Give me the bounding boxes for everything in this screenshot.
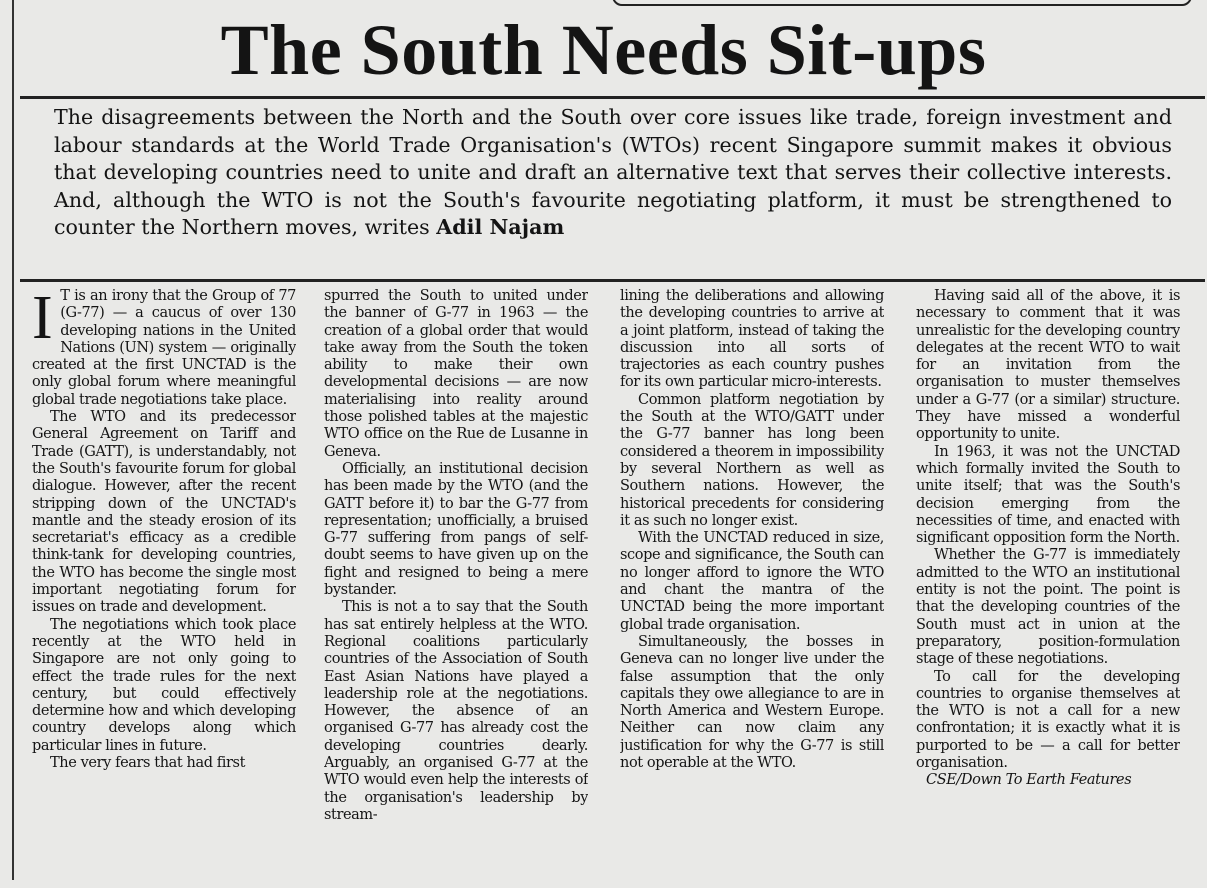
paragraph: Simultaneously, the bosses in Geneva can no longer live under the false assumption that the only capitals they owe allegiance to are in North America and Western Europe. Neither can now claim any justification for why the G-77 is still not operable at the WTO. [620, 633, 884, 772]
paragraph: spurred the South to united under the banner of G-77 in 1963 — the creation of a global order that would take away from the South the token ability to make their own developmental decisions — are now materialising into reality around those polished tables at the majestic WTO office on the Rue de Lusanne in Geneva. [324, 288, 588, 460]
article-body [32, 288, 1187, 886]
column-4 [916, 288, 1180, 886]
byline-author: Adil Najam [436, 215, 565, 240]
paragraph: In 1963, it was not the UNCTAD which formally invited the South to unite itself; that was the South's decision emerging from the necessities of time, and enacted with significant opposition form the North. [916, 443, 1180, 547]
left-column-rule [12, 0, 14, 880]
top-frame-border [612, 0, 1192, 6]
paragraph: The WTO and its predecessor General Agreement on Tariff and Trade (GATT), is understandably, not the South's favourite forum for global dialogue. However, after the recent stripping down of the UNCTAD's mantle and the steady erosion of its secretariat's efficacy as a credible think-tank for developing countries, the WTO has become the single most important negotiating forum for issues on trade and development. [32, 409, 296, 616]
source-credit: CSE/Down To Earth Features [926, 772, 1132, 789]
paragraph: The very fears that had first [50, 755, 246, 772]
column-1 [32, 288, 296, 886]
paragraph: Having said all of the above, it is necessary to comment that it was unrealistic for the developing country delegates at the recent WTO to wait for an invitation from the organisation to muster themselves under a G-77 (or a similar) structure. They have missed a wonderful opportunity to unite. [916, 288, 1180, 443]
paragraph-text: T is an irony that the Group of 77 (G-77) — a caucus of over 130 developing nations in the United Nations (UN) system — originally created at the first UNCTAD is the only global forum where meaningful global trade negotiations take place. [32, 288, 296, 408]
column-3 [620, 288, 884, 886]
paragraph: The negotiations which took place recently at the WTO held in Singapore are not only going to effect the trade rules for the next century, but could effectively determine how and which developing country develops along which particular lines in future. [32, 616, 296, 754]
paragraph: lining the deliberations and allowing the developing countries to arrive at a joint platform, instead of taking the discussion into all sorts of trajectories as each country pushes for its own particular micro-interests. [620, 288, 884, 391]
paragraph: Whether the G-77 is immediately admitted to the WTO an institutional entity is not the point. The point is that the developing countries of the South must act in union at the preparatory, position-formulation stage of these negotiations. [916, 547, 1180, 668]
paragraph: Common platform negotiation by the South at the WTO/GATT under the G-77 banner has long been considered a theorem in impossibility by several Northern as well as Southern nations. However, the historical precedents for considering it as such no longer exist. [620, 391, 884, 529]
paragraph: With the UNCTAD reduced in size, scope and significance, the South can no longer afford to ignore the WTO and chant the mantra of the UNCTAD being the more important global trade organisation. [620, 530, 884, 633]
body-rule [20, 279, 1205, 282]
paragraph [32, 288, 296, 409]
drop-cap: I [32, 288, 53, 352]
column-2 [324, 288, 588, 886]
standfirst [54, 104, 1172, 242]
headline-rule [20, 96, 1205, 99]
paragraph: Officially, an institutional decision has been made by the WTO (and the GATT before it) to bar the G-77 from representation; unofficially, a bruised G-77 suffering from pangs of self-doubt seems to have given up on the fight and resigned to being a mere bystander. [324, 460, 588, 599]
standfirst-text: The disagreements between the North and the South over core issues like trade, foreign investment and labour standards at the World Trade Organisation's (WTOs) recent Singapore summit makes it obvious that developing countries need to unite and draft an alternative text that serves their collective interests. And, although the WTO is not the South's favourite negotiating platform, it must be strengthened to counter the Northern moves, writes [54, 105, 1172, 240]
paragraph: This is not a to say that the South has sat entirely helpless at the WTO. Regional coalitions particularly countries of the Association of South East Asian Nations have played a leadership role at the negotiations. However, the absence of an organised G-77 has already cost the developing countries dearly. Arguably, an organised G-77 at the WTO would even help the interests of the organisation's leadership by stream- [324, 599, 588, 823]
headline: The South Needs Sit-ups [220, 10, 987, 90]
paragraph: To call for the developing countries to organise themselves at the WTO is not a call for a new confrontation; it is exactly what it is purported to be — a call for better organisation. [916, 668, 1180, 772]
